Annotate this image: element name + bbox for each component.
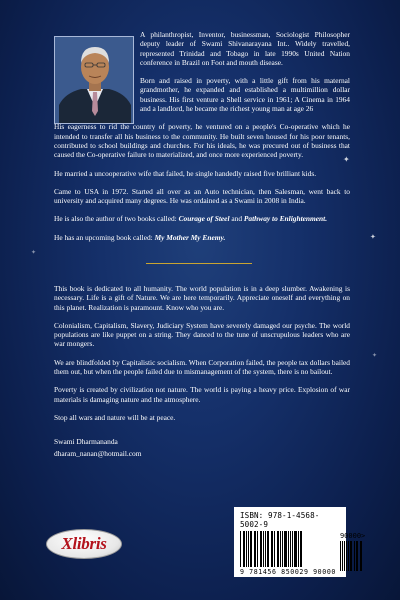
star-decoration: ✦ bbox=[372, 352, 378, 359]
gold-divider bbox=[146, 263, 252, 264]
barcode-stripe bbox=[344, 541, 345, 571]
dedication-paragraph: We are blindfolded by Capitalistic socialism. When Corporation failed, the people tax dollars bailed them out, but when the people failed due to mismanagement of the system, there is no bailout. bbox=[54, 357, 350, 377]
bio-paragraph: He married a uncooperative wife that failed, he single handedly raised five brilliant kids. bbox=[54, 168, 317, 178]
upcoming-intro: He has an upcoming book called: bbox=[54, 232, 155, 242]
author-email: dharam_nanan@hotmail.com bbox=[54, 449, 142, 458]
barcode-stripe bbox=[257, 531, 258, 567]
dedication-paragraph: Colonialism, Capitalism, Slavery, Judiciary System have severely damaged our psyche. The world populations are like puppet on a string. They danced to the tune of unscrupulous leaders who are war mongers. bbox=[54, 320, 350, 349]
dedication-paragraph: Poverty is created by civilization not nature. The world is paying a heavy price. Explosion of war materials is damaging nature and the atmosphere. bbox=[54, 385, 350, 404]
barcode-stripe bbox=[340, 541, 341, 571]
barcode-stripe bbox=[265, 531, 266, 567]
barcode-stripe bbox=[280, 531, 281, 567]
barcode-stripe bbox=[298, 531, 299, 567]
publisher-logo-text: Xlibris bbox=[61, 534, 107, 553]
publisher-logo bbox=[46, 529, 122, 559]
books-intro: He is also the author of two books called: bbox=[54, 214, 179, 224]
barcode-stripe bbox=[268, 531, 269, 567]
barcode-stripe bbox=[357, 541, 358, 571]
bio-upcoming-paragraph bbox=[54, 233, 350, 242]
barcode-stripe bbox=[285, 531, 286, 567]
dedication-paragraph: Stop all wars and nature will be at peace. bbox=[54, 412, 176, 422]
books-and: and bbox=[229, 214, 244, 224]
barcode-stripe bbox=[354, 541, 355, 571]
isbn-number: ISBN: 978-1-4568-5002-9 bbox=[240, 511, 320, 529]
barcode-addon bbox=[340, 532, 365, 576]
barcode-stripe bbox=[246, 531, 247, 567]
star-decoration: ✦ bbox=[31, 249, 37, 256]
book-title: My Mother My Enemy. bbox=[154, 232, 226, 242]
barcode-stripe bbox=[248, 531, 249, 567]
barcode-stripe bbox=[295, 531, 296, 567]
dedication bbox=[54, 284, 350, 431]
barcode-stripe bbox=[292, 531, 293, 567]
barcode-stripe bbox=[263, 531, 264, 567]
star-decoration: ✦ bbox=[370, 233, 376, 241]
bio-paragraph: His eagerness to rid the country of poverty, he ventured on a people's Co-operative which he intended to transfer all his business to the community. He built seven housed for his poor tenants, contributed to school buildings and churches. For his ideals, he was precured out of business that caused the Co-operative failure to materialized, and once more experienced poverty. bbox=[54, 122, 350, 160]
bio-paragraph: Born and raised in poverty, with a little gift from his maternal grandmother, he expanded and established a multimillion dollar business. His first venture a Shell service in 1961; A Cinema in 1964 and a landlord, he became the richest young man at age 26 bbox=[140, 76, 350, 114]
addon-bars bbox=[340, 541, 363, 571]
bio-paragraph: A philanthropist, Inventor, businessman, Sociologist Philosopher deputy leader of Swami Shivanarayana Int.. Widely travelled, represented Trinidad and Tobago in late 1990s United Nation conference in Brazil on Foot and mouth disease. bbox=[140, 30, 350, 67]
book-title: Pathway to Enlightenment. bbox=[243, 214, 328, 224]
barcode-bars bbox=[240, 531, 336, 567]
barcode-stripe bbox=[240, 531, 241, 567]
barcode-stripe bbox=[274, 531, 275, 567]
barcode-stripe bbox=[346, 541, 347, 571]
bio-books-paragraph bbox=[54, 214, 350, 223]
book-title: Courage of Steel bbox=[178, 214, 230, 224]
barcode-area bbox=[240, 532, 366, 576]
author-bio bbox=[54, 30, 350, 251]
dedication-paragraph: This book is dedicated to all humanity. The world population is in a deep slumber. Awakening is necessary. Life is a gift of Nature. We are here temporarily. Appreciate oneself and everything on this planet. Realization is paramount. Know who you are. bbox=[54, 284, 350, 312]
barcode-digits: 9 781456 850029 90000 bbox=[240, 568, 336, 576]
barcode-stripe bbox=[251, 531, 252, 567]
addon-number: 90000> bbox=[339, 532, 366, 540]
author-name: Swami Dharmananda bbox=[54, 437, 118, 446]
barcode-main bbox=[240, 531, 336, 576]
barcode-stripe bbox=[301, 531, 302, 567]
barcode-stripe bbox=[351, 541, 352, 571]
isbn-barcode-box bbox=[234, 507, 366, 577]
bio-paragraph: Came to USA in 1972. Started all over as an Auto technician, then Salesman, went back to university and acquired many degrees. He was ordained as a Swami in 2008 in India. bbox=[54, 186, 350, 206]
barcode-stripe bbox=[361, 541, 362, 571]
star-decoration: ✦ bbox=[343, 155, 350, 164]
signature-block bbox=[54, 436, 141, 460]
